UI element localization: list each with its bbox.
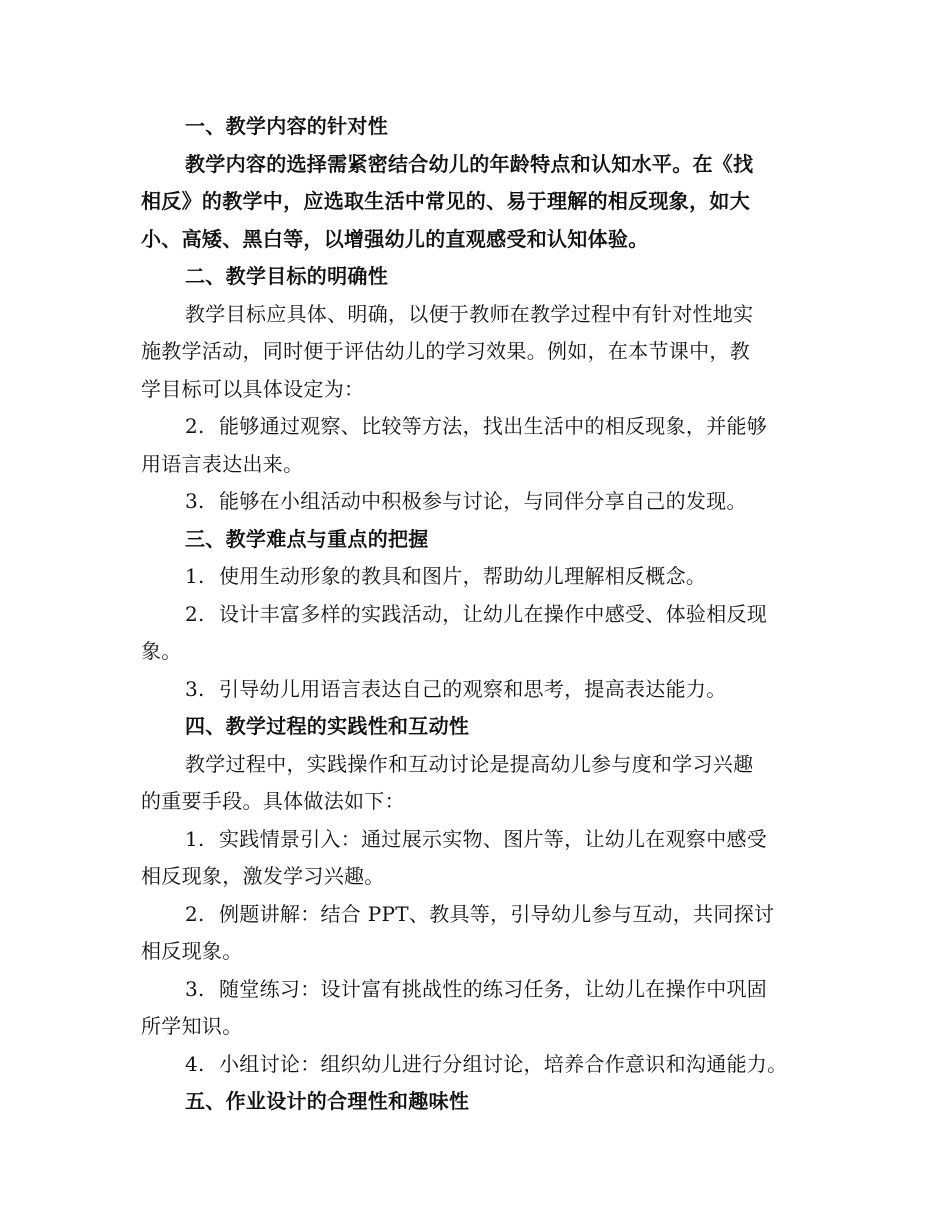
list-item: [141, 596, 811, 634]
list-item-number: 4.: [185, 1051, 205, 1076]
list-item-text: 能够通过观察、比较等方法，找出生活中的相反现象，并能够: [219, 414, 768, 438]
document-body: [141, 108, 811, 1121]
list-item-continuation: 相反现象。: [141, 939, 243, 963]
list-item: [141, 483, 811, 521]
list-item-number: 2.: [185, 901, 205, 926]
list-item-number: 3.: [185, 676, 205, 701]
paragraph-line: 学目标可以具体设定为：: [141, 376, 365, 401]
list-item: [141, 408, 811, 446]
list-item: [141, 558, 811, 596]
list-item: [141, 896, 811, 934]
list-item-continuation: 所学知识。: [141, 1014, 243, 1038]
list-item-text: 随堂练习：设计富有挑战性的练习任务，让幼儿在操作中巩固: [219, 976, 768, 1001]
paragraph-line: 的重要手段。具体做法如下：: [141, 789, 405, 813]
list-item-text: 小组讨论：组织幼儿进行分组讨论，培养合作意识和沟通能力。: [219, 1051, 788, 1076]
list-item-text: 能够在小组活动中积极参与讨论，与同伴分享自己的发现。: [219, 489, 747, 513]
section-heading-4: 四、教学过程的实践性和互动性: [185, 714, 470, 738]
list-item-text: 实践情景引入：通过展示实物、图片等，让幼儿在观察中感受: [219, 826, 768, 851]
paragraph-line: 教学内容的选择需紧密结合幼儿的年龄特点和认知水平。在《找: [185, 151, 754, 176]
section-heading-1: 一、教学内容的针对性: [185, 114, 388, 138]
list-item-number: 3.: [185, 976, 205, 1001]
list-item-number: 1.: [185, 826, 205, 851]
paragraph-line: 小、高矮、黑白等，以增强幼儿的直观感受和认知体验。: [141, 226, 649, 251]
list-item-text: 使用生动形象的教具和图片，帮助幼儿理解相反概念。: [219, 564, 707, 588]
list-item-continuation: 相反现象，激发学习兴趣。: [141, 864, 385, 888]
list-item: [141, 971, 811, 1009]
list-item-number: 1.: [185, 564, 205, 588]
list-item: [141, 821, 811, 859]
list-item-number: 3.: [185, 489, 205, 513]
paragraph-line: 相反》的教学中，应选取生活中常见的、易于理解的相反现象，如大: [141, 189, 750, 213]
list-item-continuation: 用语言表达出来。: [141, 451, 304, 476]
list-item-text: 引导幼儿用语言表达自己的观察和思考，提高表达能力。: [219, 676, 727, 701]
paragraph-line: 教学目标应具体、明确，以便于教师在教学过程中有针对性地实: [185, 301, 754, 326]
list-item-continuation: 象。: [141, 639, 182, 663]
section-heading-2: 二、教学目标的明确性: [185, 264, 388, 288]
section-heading-5: 五、作业设计的合理性和趣味性: [185, 1089, 470, 1113]
list-item-text: 例题讲解：结合 PPT、教具等，引导幼儿参与互动，共同探讨: [219, 901, 775, 926]
paragraph-line: 施教学活动，同时便于评估幼儿的学习效果。例如，在本节课中，教: [141, 339, 750, 363]
list-item-text: 设计丰富多样的实践活动，让幼儿在操作中感受、体验相反现: [219, 601, 768, 626]
list-item: [141, 671, 811, 709]
list-item-number: 2.: [185, 414, 205, 438]
paragraph-line: 教学过程中，实践操作和互动讨论是提高幼儿参与度和学习兴趣: [185, 751, 754, 776]
list-item-number: 2.: [185, 601, 205, 626]
list-item: [141, 1046, 811, 1084]
section-heading-3: 三、教学难点与重点的把握: [185, 526, 429, 551]
